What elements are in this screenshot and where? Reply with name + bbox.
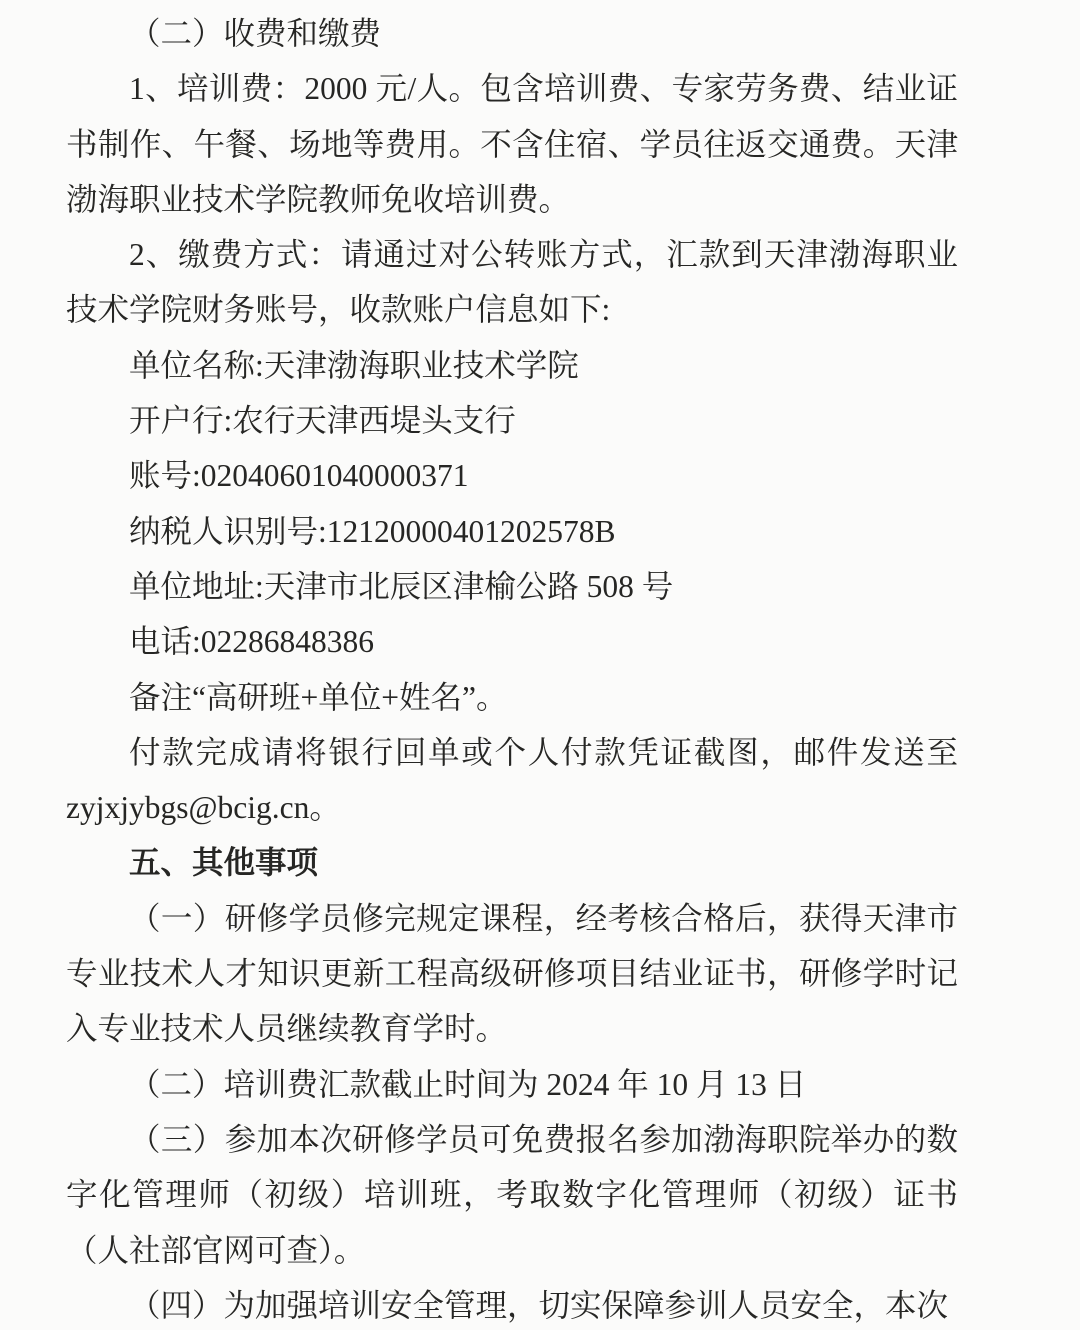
field-unit-name: 单位名称:天津渤海职业技术学院 <box>129 347 579 383</box>
para-training-fee: 1、培训费：2000 元/人。包含培训费、专家劳务费、结业证书制作、午餐、场地等费用。不含住宿、学员往返交通费。天津渤海职业技术学院教师免收培训费。 <box>66 71 958 217</box>
para-other-1-certificate: （一）研修学员修完规定课程，经考核合格后，获得天津市专业技术人才知识更新工程高级研修项目结业证书，研修学时记入专业技术人员继续教育学时。 <box>66 900 958 1047</box>
field-taxpayer-id: 纳税人识别号:12120000401202578B <box>129 513 616 549</box>
section-heading-fees-and-payment: （二）收费和缴费 <box>129 16 382 51</box>
para-other-2-payment-deadline: （二）培训费汇款截止时间为 2024 年 10 月 13 日 <box>129 1066 807 1102</box>
field-account-number: 账号:02040601040000371 <box>129 458 469 494</box>
para-payment-method: 2、缴费方式：请通过对公转账方式，汇款到天津渤海职业技术学院财务账号，收款账户信息如下: <box>66 237 958 328</box>
field-phone-number: 电话:02286848386 <box>129 624 375 660</box>
para-other-3-digital-manager-cert: （三）参加本次研修学员可免费报名参加渤海职院举办的数字化管理师（初级）培训班，考取数字化管理师（初级）证书（人社部官网可查）。 <box>66 1121 958 1268</box>
field-bank-branch: 开户行:农行天津西堤头支行 <box>129 403 516 439</box>
para-other-4-safety-truncated: （四）为加强培训安全管理，切实保障参训人员安全，本次 <box>129 1287 949 1323</box>
field-unit-address: 单位地址:天津市北辰区津榆公路 508 号 <box>129 568 674 604</box>
para-payment-proof-email: 付款完成请将银行回单或个人付款凭证截图，邮件发送至 zyjxjybgs@bcig.cn。 <box>66 734 958 826</box>
field-transfer-remark: 备注“高研班+单位+姓名”。 <box>129 679 508 715</box>
section-heading-other-matters: 五、其他事项 <box>129 845 319 881</box>
